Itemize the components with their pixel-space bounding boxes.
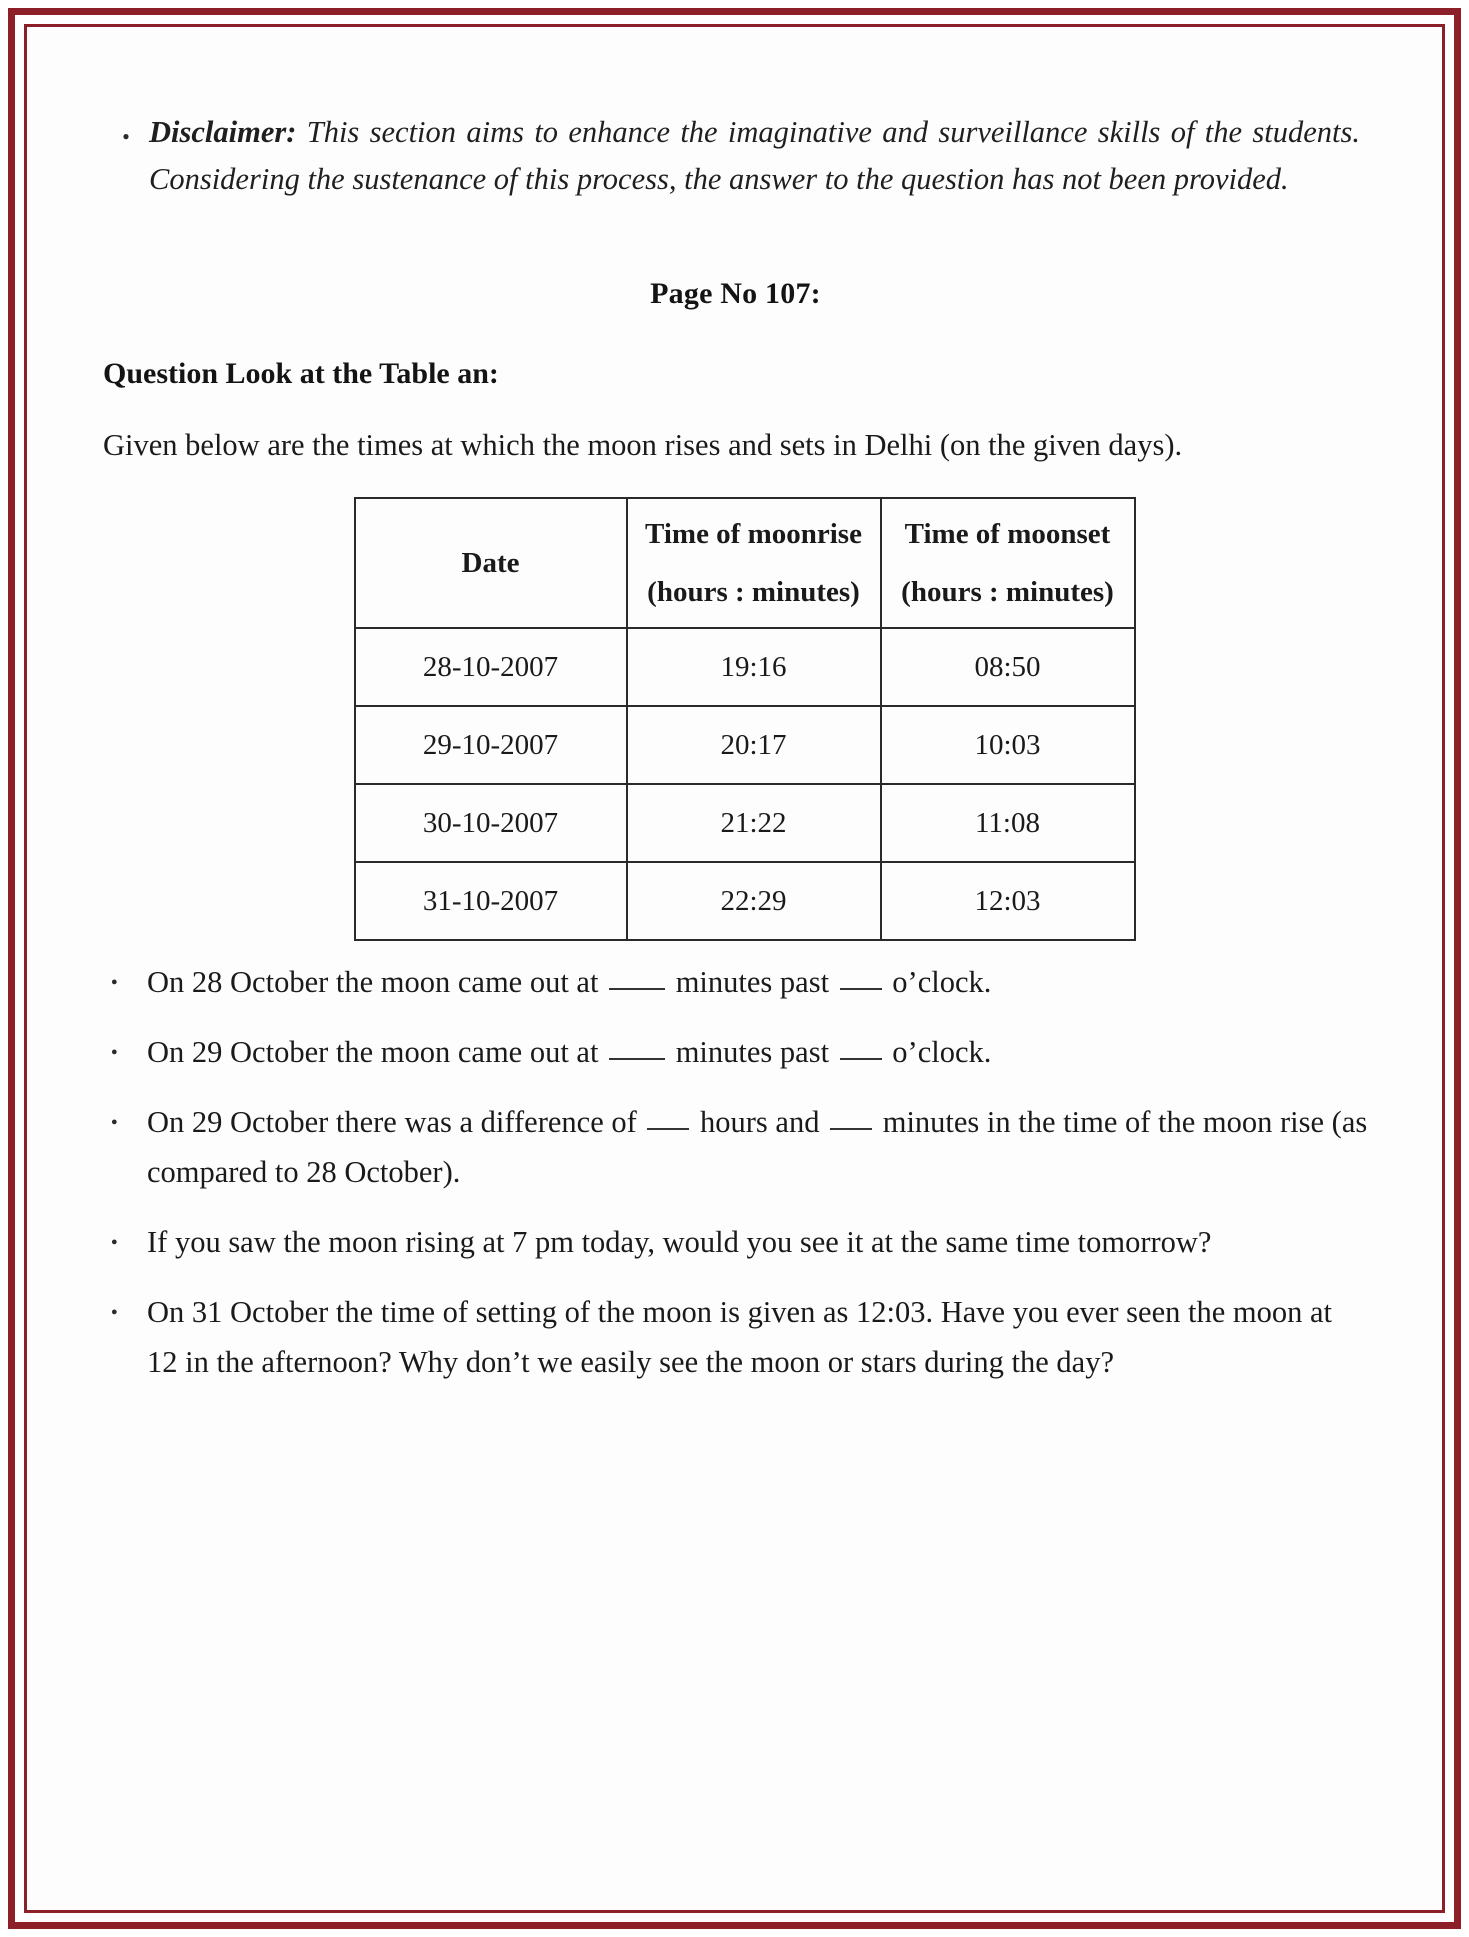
question-item bbox=[103, 1027, 1368, 1077]
table-cell-date: 30-10-2007 bbox=[355, 784, 627, 862]
table-row bbox=[355, 706, 1135, 784]
table-header-moonrise-line2: (hours : minutes) bbox=[647, 576, 860, 608]
question-text: On 28 October the moon came out at bbox=[147, 965, 607, 999]
answer-blank[interactable] bbox=[830, 1128, 872, 1130]
answer-blank[interactable] bbox=[840, 1058, 882, 1060]
answer-blank[interactable] bbox=[840, 988, 882, 990]
question-item bbox=[103, 1287, 1368, 1387]
question-item bbox=[103, 957, 1368, 1007]
question-heading: Question Look at the Table an: bbox=[103, 357, 499, 390]
table-cell-moonset: 11:08 bbox=[881, 784, 1135, 862]
question-text: minutes in the time of the moon rise (as compared to 28 October). bbox=[147, 1105, 1368, 1189]
table-header-moonrise-line1: Time of moonrise bbox=[645, 518, 862, 550]
table-header-date bbox=[355, 498, 627, 628]
moon-table-container bbox=[103, 497, 1368, 941]
table-header-moonset-line1: Time of moonset bbox=[904, 518, 1111, 550]
question-text: On 29 October the moon came out at bbox=[147, 1035, 607, 1069]
question-text: o’clock. bbox=[884, 965, 992, 999]
disclaimer-block bbox=[103, 109, 1368, 203]
question-text: minutes past bbox=[668, 965, 837, 999]
question-item bbox=[103, 1097, 1368, 1197]
question-item bbox=[103, 1217, 1368, 1267]
table-header-moonset bbox=[881, 498, 1135, 628]
table-row bbox=[355, 628, 1135, 706]
table-cell-moonrise: 19:16 bbox=[627, 628, 881, 706]
answer-blank[interactable] bbox=[609, 1058, 665, 1060]
table-cell-moonset: 08:50 bbox=[881, 628, 1135, 706]
table-body bbox=[355, 628, 1135, 940]
table-header-date-line2: Date bbox=[461, 547, 520, 579]
table-header-moonrise bbox=[627, 498, 881, 628]
table-header-moonset-line2: (hours : minutes) bbox=[901, 576, 1114, 608]
page-border-inner bbox=[24, 24, 1445, 1913]
question-text: If you saw the moon rising at 7 pm today, would you see it at the same time tomorrow? bbox=[147, 1225, 1212, 1259]
table-header-row bbox=[355, 498, 1135, 628]
table-cell-moonrise: 20:17 bbox=[627, 706, 881, 784]
table-cell-moonrise: 22:29 bbox=[627, 862, 881, 940]
table-cell-moonrise: 21:22 bbox=[627, 784, 881, 862]
question-text: hours and bbox=[692, 1105, 828, 1139]
answer-blank[interactable] bbox=[609, 988, 665, 990]
page-number-heading: Page No 107: bbox=[650, 277, 821, 310]
table-cell-date: 31-10-2007 bbox=[355, 862, 627, 940]
question-text: o’clock. bbox=[884, 1035, 992, 1069]
intro-text: Given below are the times at which the moon rises and sets in Delhi (on the given days). bbox=[103, 428, 1183, 462]
disclaimer-text bbox=[149, 109, 1368, 203]
question-list bbox=[103, 957, 1368, 1387]
moon-times-table bbox=[354, 497, 1136, 941]
table-cell-moonset: 10:03 bbox=[881, 706, 1135, 784]
question-text: minutes past bbox=[668, 1035, 837, 1069]
page-content bbox=[27, 27, 1442, 1910]
table-row bbox=[355, 862, 1135, 940]
page-border-outer bbox=[8, 8, 1461, 1929]
table-cell-date: 28-10-2007 bbox=[355, 628, 627, 706]
table-header bbox=[355, 498, 1135, 628]
table-cell-date: 29-10-2007 bbox=[355, 706, 627, 784]
question-text: On 29 October there was a difference of bbox=[147, 1105, 645, 1139]
table-row bbox=[355, 784, 1135, 862]
question-text: On 31 October the time of setting of the moon is given as 12:03. Have you ever seen the moon at 12 in the afternoon? Why don’t we easily see the moon or stars during the day? bbox=[147, 1295, 1332, 1379]
table-cell-moonset: 12:03 bbox=[881, 862, 1135, 940]
disclaimer-label: Disclaimer: bbox=[149, 115, 297, 149]
disclaimer-body: This section aims to enhance the imaginative and surveillance skills of the students. Considering the sustenance of this process, the answer to the question has not been provided. bbox=[149, 115, 1360, 196]
bullet-icon bbox=[103, 109, 149, 159]
answer-blank[interactable] bbox=[647, 1128, 689, 1130]
